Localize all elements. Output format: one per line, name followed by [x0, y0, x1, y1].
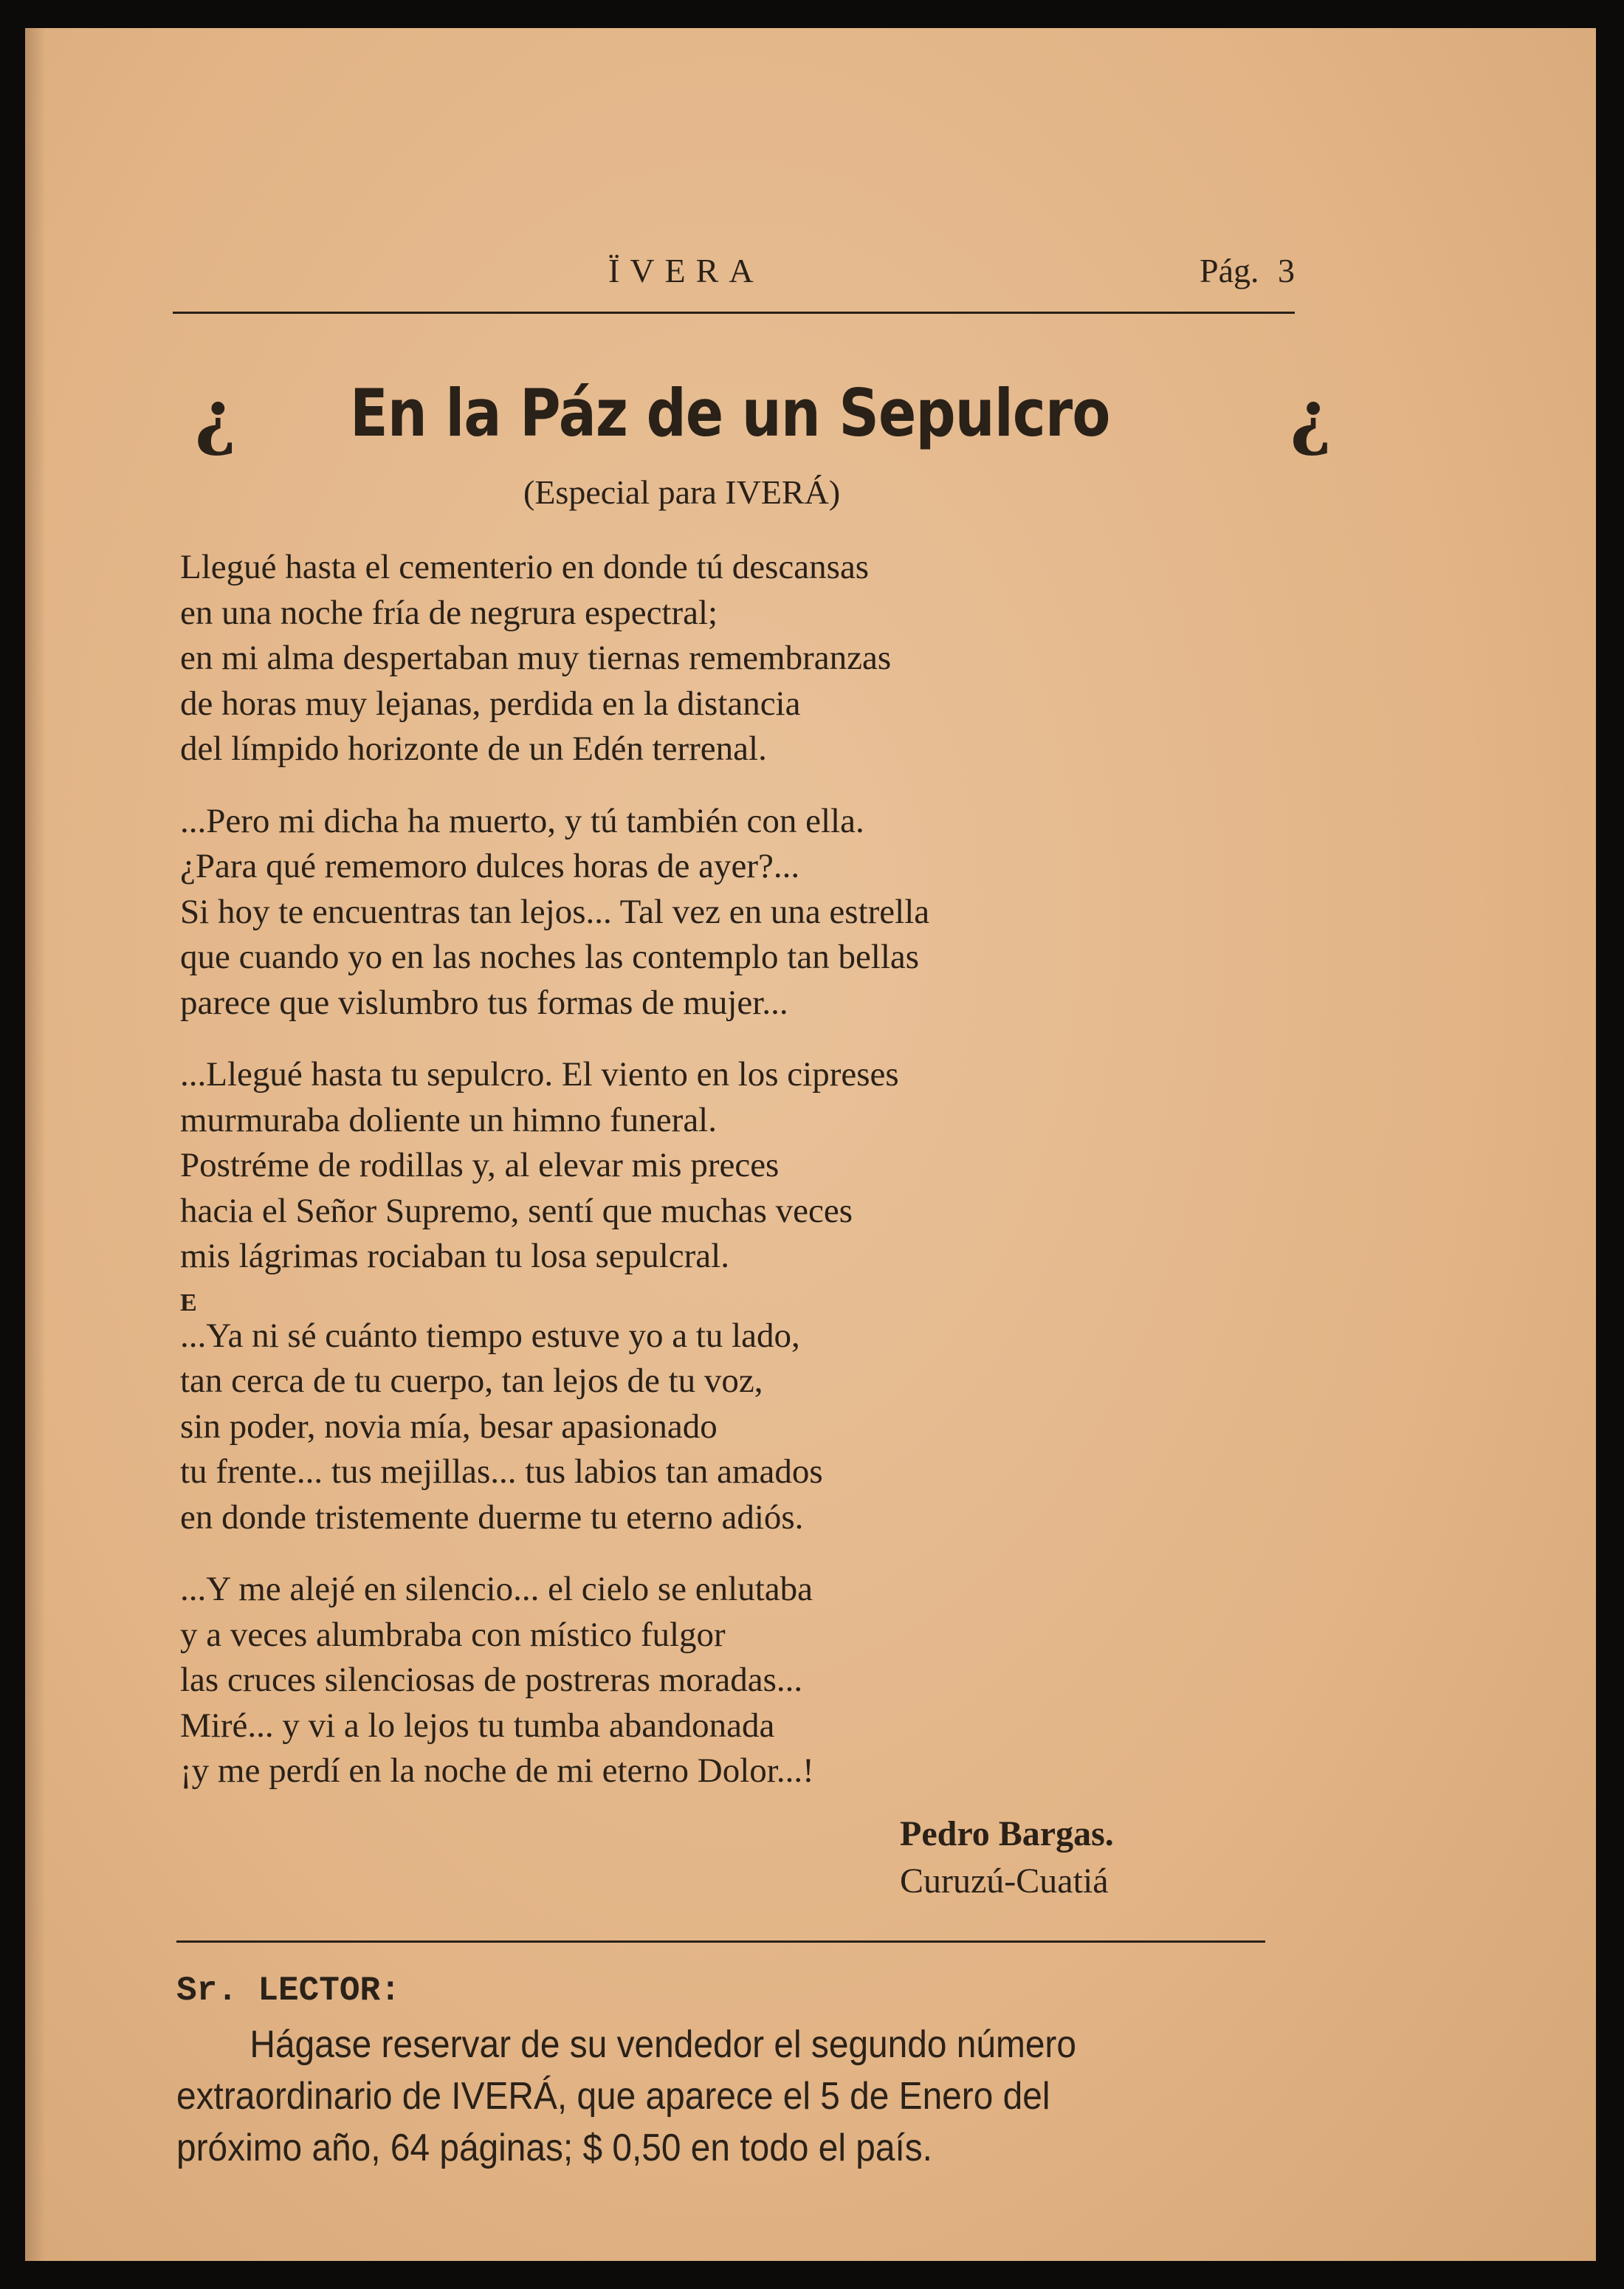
poem-line: ...Llegué hasta tu sepulcro. El viento en los cipreses — [180, 1055, 899, 1094]
stanza-1 — [180, 545, 1332, 772]
stanza-2 — [180, 799, 1332, 1026]
poem-line: ...Ya ni sé cuánto tiempo estuve yo a tu lado, — [180, 1316, 800, 1355]
poem-line: mis lágrimas rociaban tu losa sepulcral. — [180, 1237, 729, 1275]
poem-line: Si hoy te encuentras tan lejos... Tal vez en una estrella — [180, 892, 930, 931]
poem-line: hacia el Señor Supremo, sentí que muchas veces — [180, 1191, 853, 1230]
poem-line: en una noche fría de negrura espectral; — [180, 593, 718, 632]
notice-line: próximo año, 64 páginas; $ 0,50 en todo el país. — [176, 2127, 932, 2169]
notice-heading: Sr. LECTOR: — [176, 1971, 401, 2010]
stanza-5 — [180, 1567, 1332, 1794]
poem-line: ...Pero mi dicha ha muerto, y tú también con ella. — [180, 801, 864, 840]
notice-body — [176, 2019, 1284, 2174]
notice-line: Hágase reservar de su vendedor el segundo número — [250, 2023, 1076, 2066]
stanza-mark: E — [180, 1288, 197, 1317]
section-divider — [176, 1940, 1265, 1943]
notice-line: extraordinario de IVERÁ, que aparece el 5 de Enero del — [176, 2075, 1050, 2118]
poem-line: tan cerca de tu cuerpo, tan lejos de tu voz, — [180, 1362, 763, 1400]
poem-line: ¡y me perdí en la noche de mi eterno Dolor...! — [180, 1751, 814, 1790]
poem-line: y a veces alumbraba con místico fulgor — [180, 1615, 726, 1654]
poem-line: en mi alma despertaban muy tiernas remembranzas — [180, 639, 892, 677]
magazine-title: ÏVERA — [608, 252, 764, 289]
poem-line: tu frente... tus mejillas... tus labios tan amados — [180, 1452, 823, 1491]
poem-line: las cruces silenciosas de postreras moradas... — [180, 1661, 803, 1699]
author-name: Pedro Bargas. — [900, 1814, 1114, 1853]
magazine-page — [25, 28, 1596, 2261]
poem-line: murmuraba doliente un himno funeral. — [180, 1100, 717, 1139]
poem-line: ¿Para qué rememoro dulces horas de ayer?... — [180, 847, 800, 885]
author-place: Curuzú-Cuatiá — [900, 1861, 1109, 1901]
title-ornament-left: ¿ — [195, 375, 237, 459]
poem-line: que cuando yo en las noches las contemplo tan bellas — [180, 938, 920, 976]
poem-line: ...Y me alejé en silencio... el cielo se enlutaba — [180, 1570, 813, 1608]
poem-line: Miré... y vi a lo lejos tu tumba abandonada — [180, 1706, 775, 1745]
poem-body — [180, 545, 1332, 1821]
poem-line: Llegué hasta el cementerio en donde tú descansas — [180, 548, 870, 586]
header-divider — [173, 312, 1295, 314]
stanza-3 — [180, 1052, 1332, 1280]
poem-title: En la Páz de un Sepulcro — [350, 375, 1110, 451]
stanza-4 — [180, 1314, 1332, 1541]
title-ornament-right: ¿ — [1290, 375, 1332, 459]
page-number: Pág. 3 — [1200, 252, 1295, 289]
poem-subtitle: (Especial para IVERÁ) — [523, 473, 841, 511]
poem-line: en donde tristemente duerme tu eterno adiós. — [180, 1497, 804, 1537]
reader-notice — [176, 1963, 1284, 2174]
signature-block — [900, 1813, 1114, 1908]
poem-line: sin poder, novia mía, besar apasionado — [180, 1407, 718, 1446]
poem-line: de horas muy lejanas, perdida en la distancia — [180, 684, 801, 723]
poem-line: del límpido horizonte de un Edén terrenal. — [180, 730, 767, 768]
poem-title-row — [173, 375, 1339, 464]
poem-line: parece que vislumbro tus formas de mujer... — [180, 983, 788, 1022]
poem-line: Postréme de rodillas y, al elevar mis preces — [180, 1146, 780, 1184]
page-header — [173, 229, 1295, 303]
